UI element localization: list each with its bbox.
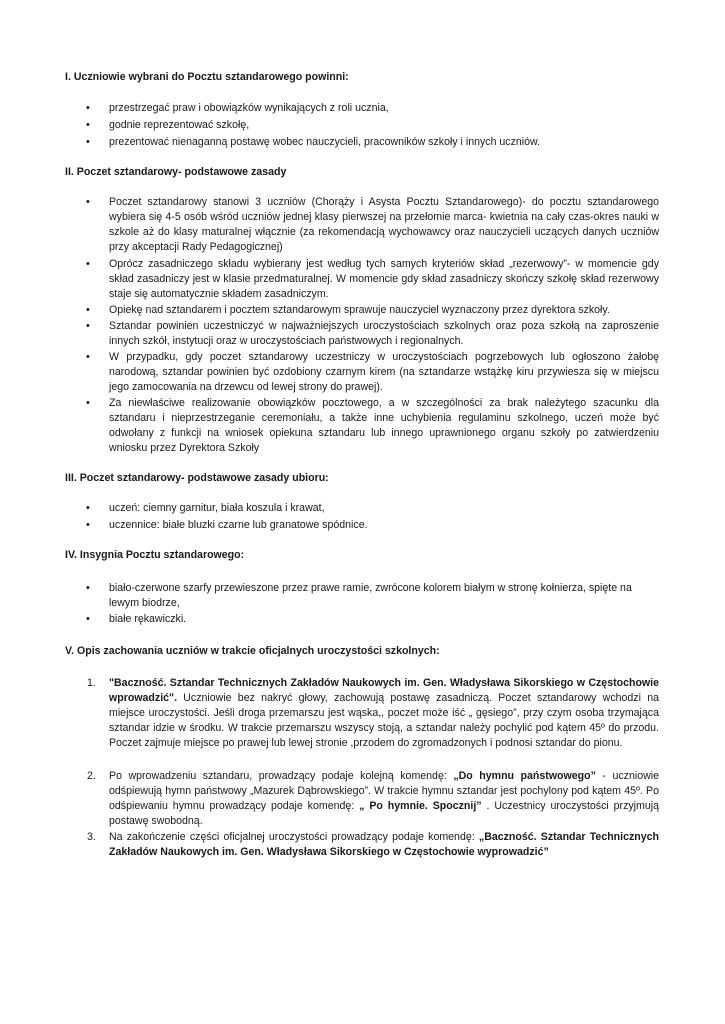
section-4-title: IV. Insygnia Pocztu sztandarowego: — [65, 549, 245, 561]
item-text: Po wprowadzeniu sztandaru, prowadzący podaje kolejną komendę: — [109, 770, 454, 782]
item-text: . Uczestnicy uroczystości przyjmują postawę swobodną. — [109, 800, 659, 827]
section-3-title: III. Poczet sztandarowy- podstawowe zasady ubioru: — [65, 472, 329, 484]
item-number: 1. — [87, 677, 96, 689]
item-number: 2. — [87, 770, 96, 782]
section-2-title: II. Poczet sztandarowy- podstawowe zasady — [65, 166, 287, 178]
list-item: • Za niewłaściwe realizowanie obowiązków pocztowego, a w szczególności za brak należytego szacunku dla sztandaru i nieprzestrzeganie ceremoniału, a także inne uchybienia regulaminu szkolnego, uczeń może być odwołany z funkcji na wniosek opiekuna sztandaru lub innego uprawnionego organu szkoły po zatwierdzeniu wniosku przez Dyrektora Szkoły — [0, 396, 659, 458]
command-text: „ Po hymnie. Spocznij” — [359, 800, 482, 812]
item-text: - uczniowie odśpiewują hymn państwowy „Mazurek Dąbrowskiego”. W trakcie hymnu sztandar jest pochylony pod kątem 45º. Po odśpiewaniu hymnu prowadzący podaje komendę: — [109, 770, 660, 812]
section-2-list — [0, 195, 659, 458]
list-item: • biało-czerwone szarfy przewieszone przez prawe ramie, zwrócone kolorem białym w stronę kołnierza, spięte na lewym biodrze, — [0, 581, 659, 612]
list-item: • przestrzegać praw i obowiązków wynikających z roli ucznia, — [0, 101, 659, 118]
list-item — [0, 676, 659, 769]
list-item — [0, 769, 659, 830]
command-text: „Do hymnu państwowego” — [453, 770, 596, 782]
command-text: "Baczność. Sztandar Technicznych Zakładów Naukowych im. Gen. Władysława Sikorskiego w Częstochowie wprowadzić". — [109, 677, 659, 704]
section-1-list — [0, 101, 659, 152]
list-item: • godnie reprezentować szkołę, — [0, 118, 659, 135]
list-item: • uczeń: ciemny garnitur, biała koszula i krawat, — [0, 501, 659, 518]
list-item: • W przypadku, gdy poczet sztandarowy uczestniczy w uroczystościach pogrzebowych lub ogłoszono żałobę narodową, sztandar powinien być ozdobiony czarnym kirem (na sztandarze wstążkę kiru przywiesza się w miejscu jego zamocowania na drzewcu od lewej strony do prawej). — [0, 350, 659, 396]
list-item: • białe rękawiczki. — [0, 612, 659, 628]
list-item — [0, 830, 659, 861]
list-item: • Poczet sztandarowy stanowi 3 uczniów (Chorąży i Asysta Pocztu Sztandarowego)- do pocztu sztandarowego wybiera się 4-5 osób wśród uczniów jednej klasy pierwszej na przełomie marca- kwietnia na cały czas-okres nauki w szkole aż do klasy maturalnej włącznie (za rekomendacją wychowawcy oraz nauczycieli uczących danych uczniów przy akceptacji Rady Pedagogicznej) — [0, 195, 659, 257]
section-5-title: V. Opis zachowania uczniów w trakcie oficjalnych uroczystości szkolnych: — [65, 645, 440, 657]
list-item: • Sztandar powinien uczestniczyć w najważniejszych uroczystościach szkolnych oraz poza szkołą na zaproszenie innych szkół, instytucji oraz w uroczystościach państwowych i regionalnych. — [0, 319, 659, 350]
section-1-title: I. Uczniowie wybrani do Pocztu sztandarowego powinni: — [65, 71, 349, 83]
section-5-list — [0, 676, 659, 861]
command-text: „Baczność. Sztandar Technicznych Zakładów Naukowych im. Gen. Władysława Sikorskiego w Częstochowie wyprowadzić” — [109, 831, 660, 858]
list-item: • Oprócz zasadniczego składu wybierany jest według tych samych kryteriów skład „rezerwowy”- w momencie gdy skład zasadniczy jest w klasie przedmaturalnej. W momencie gdy skład zasadniczy skończy szkołę skład rezerwowy staje się automatycznie składem zasadniczym. — [0, 257, 659, 303]
section-3-list — [0, 501, 659, 535]
list-item: • Opiekę nad sztandarem i pocztem sztandarowym sprawuje nauczyciel wyznaczony przez dyrektora szkoły. — [0, 303, 659, 319]
item-text: Uczniowie bez nakryć głowy, zachowują postawę zasadniczą. Poczet sztandarowy wchodzi na miejsce uroczystości. Jeśli droga przemarszu jest wąska,, poczet może iść „ gęsiego”, przy czym osoba trzymająca sztandar idzie w środku. W trakcie przemarszu wszyscy stoją, a sztandar należy pochylić pod kątem 45º do przodu. Poczet zajmuje miejsce po prawej lub lewej stronie ,przodem do zgromadzonych i podnosi sztandar do pionu. — [109, 692, 659, 749]
item-number: 3. — [87, 831, 96, 843]
section-4-list — [0, 581, 659, 628]
item-text: Na zakończenie części oficjalnej uroczystości prowadzący podaje komendę: — [109, 831, 479, 843]
list-item: • prezentować nienaganną postawę wobec nauczycieli, pracowników szkoły i innych uczniów. — [0, 135, 659, 152]
list-item: • uczennice: białe bluzki czarne lub granatowe spódnice. — [0, 518, 659, 535]
